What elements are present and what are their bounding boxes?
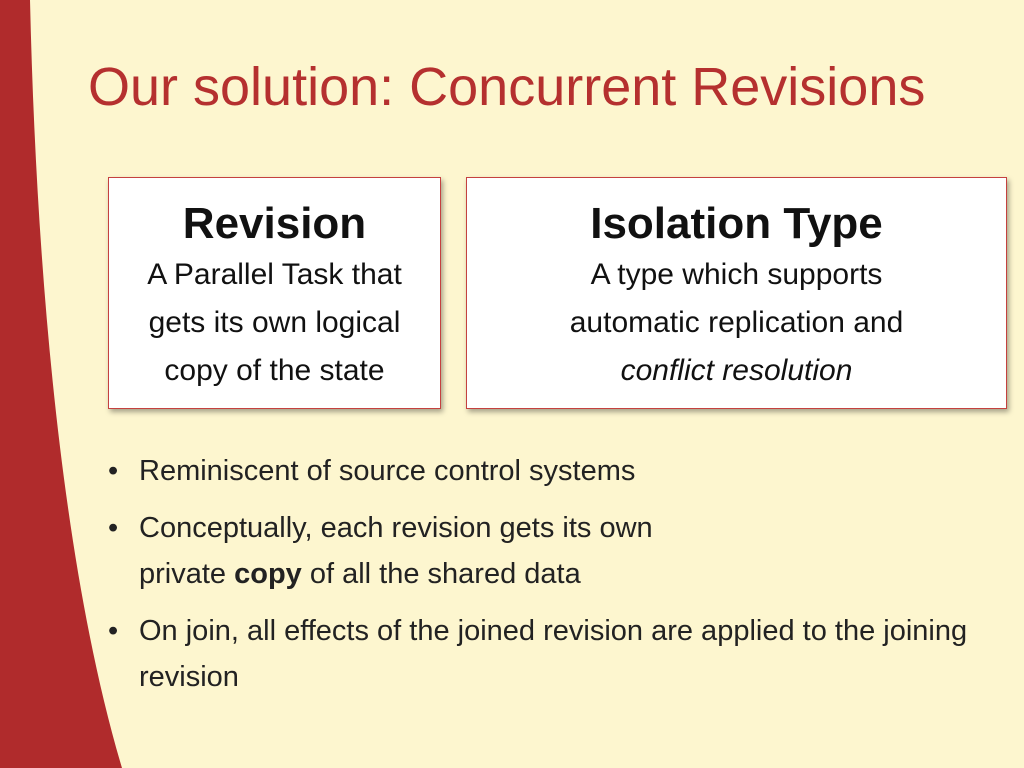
isolation-type-card	[466, 177, 1007, 409]
bullet-marker: •	[108, 455, 119, 487]
isolation-type-card-line: A type which supports	[590, 258, 883, 291]
isolation-type-card-emphasis: conflict resolution	[620, 354, 853, 387]
revision-card-body	[109, 251, 440, 395]
revision-card-line: copy of the state	[164, 354, 385, 387]
bullet-bold-text: copy	[234, 558, 302, 590]
revision-card	[108, 177, 441, 409]
bullet-text: of all the shared data	[301, 558, 581, 590]
bullet-text: private	[139, 558, 235, 590]
bullet-text: Reminiscent of source control systems	[139, 455, 636, 487]
bullet-marker: •	[108, 512, 119, 544]
revision-card-line: A Parallel Task that	[147, 258, 402, 291]
revision-card-heading: Revision	[182, 199, 367, 248]
slide-title: Our solution: Concurrent Revisions	[88, 57, 926, 117]
bullet-item	[108, 448, 1018, 494]
bullet-item	[108, 608, 1018, 700]
isolation-type-card-body	[467, 251, 1006, 395]
isolation-type-card-line-italic	[467, 347, 1006, 395]
isolation-type-card-line: automatic replication and	[569, 306, 904, 339]
isolation-type-card-heading: Isolation Type	[590, 199, 883, 248]
bullet-list	[108, 448, 1018, 711]
bullet-marker: •	[108, 615, 119, 647]
bullet-item	[108, 505, 1018, 597]
bullet-text-line: Conceptually, each revision gets its own	[139, 512, 653, 544]
revision-card-line: gets its own logical	[148, 306, 401, 339]
bullet-text: On join, all effects of the joined revision are applied to the joining revision	[139, 615, 968, 693]
